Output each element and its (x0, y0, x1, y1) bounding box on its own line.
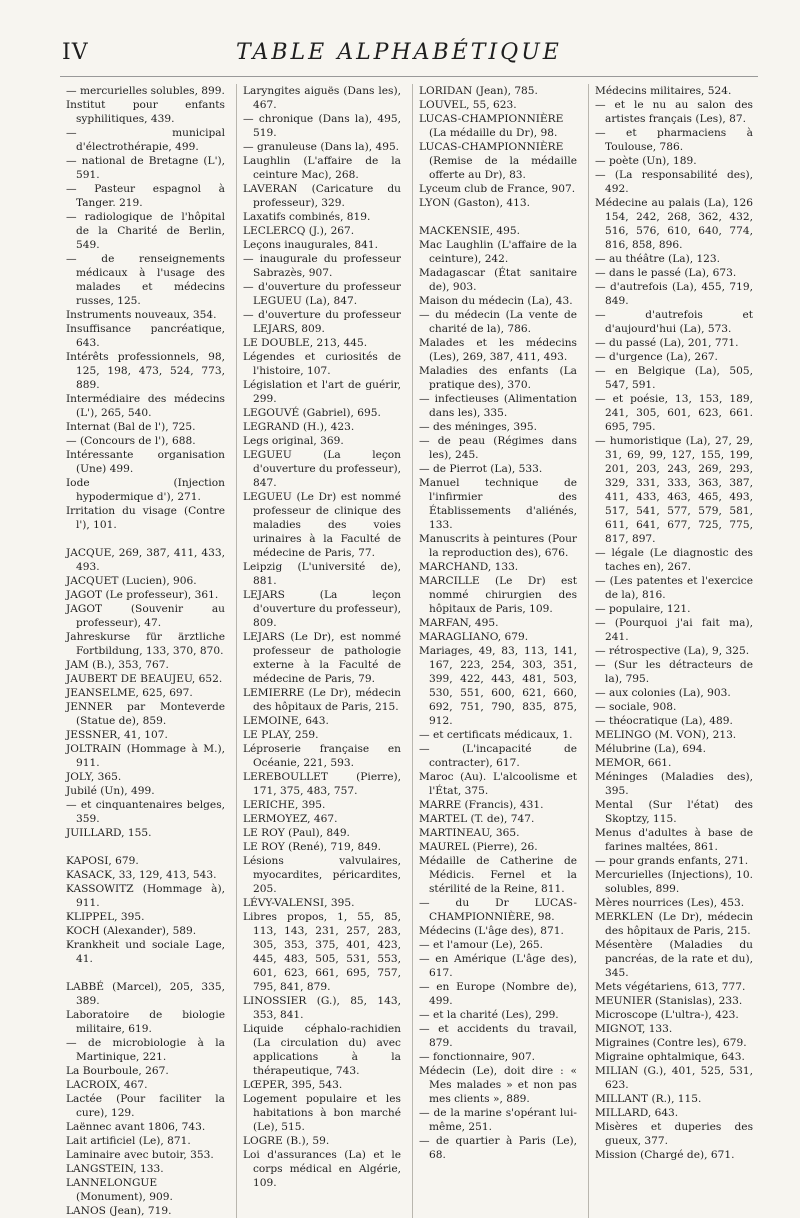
index-entry: — en Amérique (L'âge des), 617. (419, 953, 577, 979)
index-entry: — et le nu au salon des artistes français (Les), 87. (595, 99, 753, 125)
index-entry: Médecin (Le), doit dire : « Mes malades » et non pas mes clients », 889. (419, 1065, 577, 1105)
index-entry: MACKENSIE, 495. (419, 225, 521, 237)
index-entry: Migraines (Contre les), 679. (595, 1037, 747, 1049)
index-entry: LUCAS-CHAMPIONNIÈRE (Remise de la médaille offerte au Dr), 83. (419, 141, 577, 181)
index-entry: LABBÉ (Marcel), 205, 335, 389. (66, 981, 225, 1007)
index-entry: — au théâtre (La), 123. (595, 253, 721, 265)
index-entry: KASSOWITZ (Hommage à), 911. (66, 883, 225, 909)
index-entry: — et pharmaciens à Toulouse, 786. (595, 127, 753, 153)
index-entry: — de Pierrot (La), 533. (419, 463, 543, 475)
index-entry: — radiologique de l'hôpital de la Charité de Berlin, 549. (66, 211, 225, 251)
index-entry: La Bourboule, 267. (66, 1065, 169, 1077)
index-entry: Légendes et curiosités de l'histoire, 107. (243, 351, 401, 377)
index-entry: KOCH (Alexander), 589. (66, 925, 197, 937)
index-entry: LACROIX, 467. (66, 1079, 148, 1091)
index-entry: LEJARS (Le Dr), est nommé professeur de pathologie externe à la Faculté de médecine de Paris, 79. (243, 631, 401, 685)
index-entry: Léproserie française en Océanie, 221, 593. (243, 743, 401, 769)
index-entry: LE ROY (René), 719, 849. (243, 841, 382, 853)
index-entry: MARTINEAU, 365. (419, 827, 520, 839)
index-entry: LEJARS (La leçon d'ouverture du professeur), 809. (243, 589, 401, 629)
index-entry: Microscope (L'ultra-), 423. (595, 1009, 739, 1021)
header-rule (60, 76, 758, 77)
index-entry: MEUNIER (Stanislas), 233. (595, 995, 743, 1007)
index-entry: LEMOINE, 643. (243, 715, 329, 727)
index-entry: Logement populaire et les habitations à bon marché (Le), 515. (243, 1093, 401, 1133)
index-entry: — d'ouverture du professeur LEJARS, 809. (243, 309, 401, 335)
index-entry: Mariages, 49, 83, 113, 141, 167, 223, 254, 303, 351, 399, 422, 443, 481, 503, 530, 551, 600, 621, 660, 692, 751, 790, 835, 875, 912. (419, 645, 577, 727)
index-entry: Médecins (L'âge des), 871. (419, 925, 564, 937)
index-entry: JESSNER, 41, 107. (66, 729, 168, 741)
index-entry: Krankheit und sociale Lage, 41. (66, 939, 225, 965)
index-entry: LECLERCQ (J.), 267. (243, 225, 355, 237)
index-entry: — d'ouverture du professeur LEGUEU (La), 847. (243, 281, 401, 307)
index-entry: — et cinquantenaires belges, 359. (66, 799, 225, 825)
index-entry: Manuscrits à peintures (Pour la reproduction des), 676. (419, 533, 577, 559)
index-entry: JACQUE, 269, 387, 411, 433, 493. (66, 547, 225, 573)
index-entry: LANOS (Jean), 719. (66, 1205, 172, 1217)
index-entry: Lyceum club de France, 907. (419, 183, 576, 195)
index-entry: — infectieuses (Alimentation dans les), 335. (419, 393, 577, 419)
index-entry: Législation et l'art de guérir, 299. (243, 379, 401, 405)
index-entry: Legs original, 369. (243, 435, 344, 447)
index-entry: Jahreskurse für ärztliche Fortbildung, 133, 370, 870. (66, 631, 225, 657)
index-entry: LINOSSIER (G.), 85, 143, 353, 841. (243, 995, 401, 1021)
index-entry: — municipal d'électrothérapie, 499. (66, 127, 225, 153)
index-column-2 (236, 84, 407, 1218)
index-entry: JACQUET (Lucien), 906. (66, 575, 197, 587)
index-entry: MIGNOT, 133. (595, 1023, 673, 1035)
index-entry: — d'autrefois et d'aujourd'hui (La), 573. (595, 309, 753, 335)
index-entry: MAUREL (Pierre), 26. (419, 841, 538, 853)
index-entry: LORIDAN (Jean), 785. (419, 85, 538, 97)
index-entry: Médaille de Catherine de Médicis. Fernel et la stérilité de la Reine, 811. (419, 855, 577, 895)
index-column-1 (60, 84, 231, 1218)
index-entry: — en Europe (Nombre de), 499. (419, 981, 577, 1007)
index-entry: — (Concours de l'), 688. (66, 435, 196, 447)
index-entry: JAGOT (Le professeur), 361. (66, 589, 219, 601)
index-entry: LEGUEU (La leçon d'ouverture du professeur), 847. (243, 449, 401, 489)
index-entry: Iode (Injection hypodermique d'), 271. (66, 477, 225, 503)
index-entry: Maison du médecin (La), 43. (419, 295, 573, 307)
index-entry: LUCAS-CHAMPIONNIÈRE (La médaille du Dr), 98. (419, 113, 564, 139)
index-entry: Manuel technique de l'infirmier des Établissements d'aliénés, 133. (419, 477, 577, 531)
index-entry: — et poésie, 13, 153, 189, 241, 305, 601, 623, 661. 695, 795. (595, 393, 753, 433)
index-entry: — humoristique (La), 27, 29, 31, 69, 99, 127, 155, 199, 201, 203, 243, 269, 293, 329, 331, 333, 363, 387, 411, 433, 463, 465, 493, 517, 541, 577, 579, 581, 611, 641, 677, 725, 775, 817, 897. (595, 435, 753, 545)
index-entry: — dans le passé (La), 673. (595, 267, 737, 279)
index-entry: Intérêts professionnels, 98, 125, 198, 473, 524, 773, 889. (66, 351, 225, 391)
index-entry: JEANSELME, 625, 697. (66, 687, 193, 699)
index-entry: — théocratique (La), 489. (595, 715, 733, 727)
index-entry: Instruments nouveaux, 354. (66, 309, 217, 321)
index-entry: — de la marine s'opérant lui-même, 251. (419, 1107, 577, 1133)
index-entry: — aux colonies (La), 903. (595, 687, 731, 699)
index-entry: JAGOT (Souvenir au professeur), 47. (66, 603, 225, 629)
index-entry: — inaugurale du professeur Sabrazès, 907. (243, 253, 401, 279)
index-entry: MELINGO (M. VON), 213. (595, 729, 737, 741)
index-entry: MEMOR, 661. (595, 757, 672, 769)
index-entry: LEREBOULLET (Pierre), 171, 375, 483, 757. (243, 771, 401, 797)
index-entry: — mercurielles solubles, 899. (66, 85, 225, 97)
index-entry: — fonctionnaire, 907. (419, 1051, 536, 1063)
index-entry: Lésions valvulaires, myocardites, péricardites, 205. (243, 855, 401, 895)
index-entry: LE DOUBLE, 213, 445. (243, 337, 368, 349)
index-column-4 (588, 84, 759, 1218)
index-entry: — de quartier à Paris (Le), 68. (419, 1135, 577, 1161)
index-entry: Maroc (Au). L'alcoolisme et l'État, 375. (419, 771, 577, 797)
index-entry: Mélubrine (La), 694. (595, 743, 706, 755)
index-entry: LE PLAY, 259. (243, 729, 319, 741)
index-entry: — chronique (Dans la), 495, 519. (243, 113, 401, 139)
index-entry: LOUVEL, 55, 623. (419, 99, 517, 111)
index-entry: — Pasteur espagnol à Tanger. 219. (66, 183, 225, 209)
index-entry: Loi d'assurances (La) et le corps médical en Algérie, 109. (243, 1149, 401, 1189)
index-entry: LEGOUVÉ (Gabriel), 695. (243, 407, 381, 419)
index-entry: MILIAN (G.), 401, 525, 531, 623. (595, 1065, 753, 1091)
index-entry: — d'urgence (La), 267. (595, 351, 718, 363)
index-columns (60, 84, 760, 1218)
index-entry: — d'autrefois (La), 455, 719, 849. (595, 281, 753, 307)
index-entry: MARCHAND, 133. (419, 561, 519, 573)
index-entry: Mésentère (Maladies du pancréas, de la rate et du), 345. (595, 939, 753, 979)
index-entry: Jubilé (Un), 499. (66, 785, 155, 797)
page-number: IV (62, 40, 89, 65)
index-entry: Libres propos, 1, 55, 85, 113, 143, 231, 257, 283, 305, 353, 375, 401, 423, 445, 483, 505, 531, 553, 601, 623, 661, 695, 757, 795, 841, 879. (243, 911, 401, 993)
index-entry: — des méninges, 395. (419, 421, 537, 433)
index-entry: — légale (Le diagnostic des taches en), 267. (595, 547, 753, 573)
index-entry: LEMIERRE (Le Dr), médecin des hôpitaux de Paris, 215. (243, 687, 401, 713)
index-entry: LERICHE, 395. (243, 799, 326, 811)
index-entry: JENNER par Monteverde (Statue de), 859. (66, 701, 225, 727)
index-entry: — (Sur les détracteurs de la), 795. (595, 659, 753, 685)
index-entry: Malades et les médecins (Les), 269, 387, 411, 493. (419, 337, 577, 363)
index-entry: Mac Laughlin (L'affaire de la ceinture), 242. (419, 239, 577, 265)
index-entry: — de renseignements médicaux à l'usage des malades et médecins russes, 125. (66, 253, 225, 307)
index-entry: Intéressante organisation (Une) 499. (66, 449, 225, 475)
index-entry: — de microbiologie à la Martinique, 221. (66, 1037, 225, 1063)
index-entry: MARCILLE (Le Dr) est nommé chirurgien des hôpitaux de Paris, 109. (419, 575, 577, 615)
index-entry: Irritation du visage (Contre l'), 101. (66, 505, 225, 531)
index-entry: — de peau (Régimes dans les), 245. (419, 435, 577, 461)
index-entry: MARAGLIANO, 679. (419, 631, 529, 643)
index-entry: LERMOYEZ, 467. (243, 813, 338, 825)
index-entry: MARTEL (T. de), 747. (419, 813, 535, 825)
index-entry: — et la charité (Les), 299. (419, 1009, 559, 1021)
index-entry: Intermédiaire des médecins (L'), 265, 540. (66, 393, 225, 419)
index-entry: Internat (Bal de l'), 725. (66, 421, 196, 433)
index-entry: JOLY, 365. (66, 771, 122, 783)
index-entry: LEGRAND (H.), 423. (243, 421, 355, 433)
index-entry: JAUBERT DE BEAUJEU, 652. (66, 673, 223, 685)
index-entry: Lactée (Pour faciliter la cure), 129. (66, 1093, 225, 1119)
index-entry: LANNELONGUE (Monument), 909. (66, 1177, 173, 1203)
index-entry: Mission (Chargé de), 671. (595, 1149, 735, 1161)
index-entry: Liquide céphalo-rachidien (La circulation du) avec applications à la thérapeutique, 743. (243, 1023, 401, 1077)
index-entry: LOGRE (B.), 59. (243, 1135, 330, 1147)
index-entry: JAM (B.), 353, 767. (66, 659, 169, 671)
index-entry: Misères et duperies des gueux, 377. (595, 1121, 753, 1147)
index-entry: Laminaire avec butoir, 353. (66, 1149, 214, 1161)
index-entry: Laxatifs combinés, 819. (243, 211, 371, 223)
index-entry: Laënnec avant 1806, 743. (66, 1121, 206, 1133)
index-entry: Médecins militaires, 524. (595, 85, 732, 97)
index-entry: — granuleuse (Dans la), 495. (243, 141, 400, 153)
index-entry: LANGSTEIN, 133. (66, 1163, 164, 1175)
index-entry: — rétrospective (La), 9, 325. (595, 645, 750, 657)
index-entry: — sociale, 908. (595, 701, 677, 713)
index-entry: KAPOSI, 679. (66, 855, 139, 867)
index-entry: Maladies des enfants (La pratique des), 370. (419, 365, 577, 391)
index-entry: — (Pourquoi j'ai fait ma), 241. (595, 617, 753, 643)
index-entry: Menus d'adultes à base de farines maltées, 861. (595, 827, 753, 853)
index-entry: — (L'incapacité de contracter), 617. (419, 743, 577, 769)
index-entry: LŒPER, 395, 543. (243, 1079, 343, 1091)
index-entry: JOLTRAIN (Hommage à M.), 911. (66, 743, 225, 769)
index-entry: Insuffisance pancréatique, 643. (66, 323, 225, 349)
index-entry: MARFAN, 495. (419, 617, 499, 629)
index-entry: KLIPPEL, 395. (66, 911, 145, 923)
index-entry: — national de Bretagne (L'), 591. (66, 155, 225, 181)
index-entry: LAVERAN (Caricature du professeur), 329. (243, 183, 401, 209)
index-entry: Laughlin (L'affaire de la ceinture Mac), 268. (243, 155, 401, 181)
index-entry: Lait artificiel (Le), 871. (66, 1135, 191, 1147)
index-entry: JUILLARD, 155. (66, 827, 152, 839)
running-title: TABLE ALPHABÉTIQUE (236, 40, 562, 65)
index-entry: Mercurielles (Injections), 10. solubles, 899. (595, 869, 753, 895)
index-entry: — et accidents du travail, 879. (419, 1023, 577, 1049)
index-entry: — populaire, 121. (595, 603, 691, 615)
index-entry: Méninges (Maladies des), 395. (595, 771, 753, 797)
index-entry: Médecine au palais (La), 126 154, 242, 268, 362, 432, 516, 576, 610, 640, 774, 816, 858, 896. (595, 197, 753, 251)
index-entry: — du Dr LUCAS-CHAMPIONNIÈRE, 98. (419, 897, 577, 923)
index-entry: MILLANT (R.), 115. (595, 1093, 702, 1105)
index-entry: Laboratoire de biologie militaire, 619. (66, 1009, 225, 1035)
index-entry: MARRE (Francis), 431. (419, 799, 544, 811)
index-entry: Mental (Sur l'état) des Skoptzy, 115. (595, 799, 753, 825)
index-entry: — (La responsabilité des), 492. (595, 169, 753, 195)
index-entry: — du médecin (La vente de charité de la), 786. (419, 309, 577, 335)
index-entry: Mères nourrices (Les), 453. (595, 897, 745, 909)
index-entry: Leçons inaugurales, 841. (243, 239, 378, 251)
index-entry: Institut pour enfants syphilitiques, 439. (66, 99, 225, 125)
index-entry: — du passé (La), 201, 771. (595, 337, 739, 349)
index-entry: MERKLEN (Le Dr), médecin des hôpitaux de Paris, 215. (595, 911, 753, 937)
index-entry: MILLARD, 643. (595, 1107, 679, 1119)
index-entry: KASACK, 33, 129, 413, 543. (66, 869, 217, 881)
index-entry: Madagascar (État sanitaire de), 903. (419, 267, 577, 293)
index-entry: LE ROY (Paul), 849. (243, 827, 350, 839)
index-entry: — poète (Un), 189. (595, 155, 697, 167)
index-entry: — pour grands enfants, 271. (595, 855, 749, 867)
index-entry: Migraine ophtalmique, 643. (595, 1051, 745, 1063)
index-entry: Mets végétariens, 613, 777. (595, 981, 746, 993)
index-column-3 (412, 84, 583, 1218)
index-entry: — et certificats médicaux, 1. (419, 729, 573, 741)
index-entry: Leipzig (L'université de), 881. (243, 561, 401, 587)
index-entry: Laryngites aiguës (Dans les), 467. (243, 85, 401, 111)
index-entry: — (Les patentes et l'exercice de la), 816. (595, 575, 753, 601)
index-entry: LÉVY-VALENSI, 395. (243, 897, 355, 909)
index-entry: LEGUEU (Le Dr) est nommé professeur de clinique des maladies des voies urinaires à la Faculté de médecine de Paris, 77. (243, 491, 401, 559)
index-entry: — en Belgique (La), 505, 547, 591. (595, 365, 753, 391)
index-entry: — et l'amour (Le), 265. (419, 939, 544, 951)
index-entry: LYON (Gaston), 413. (419, 197, 530, 209)
